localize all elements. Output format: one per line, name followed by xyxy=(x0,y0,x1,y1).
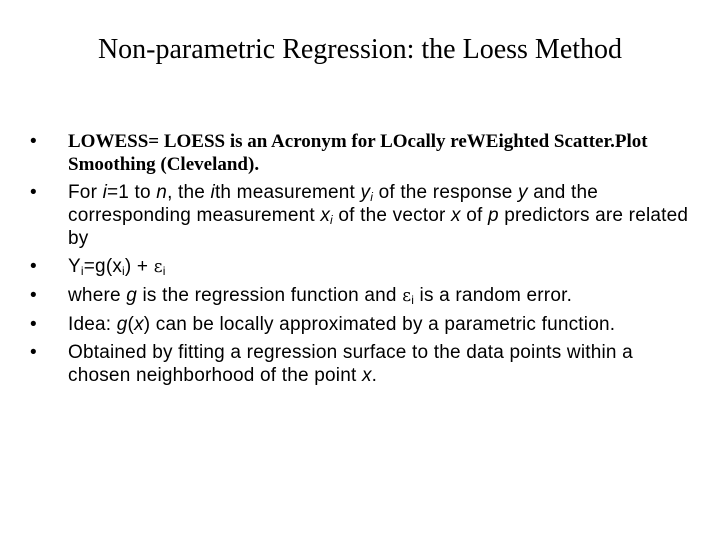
bullet-icon: • xyxy=(30,256,37,277)
bullet-item-regression-function xyxy=(30,284,690,308)
bullet-list xyxy=(30,130,690,392)
bullet-icon: • xyxy=(30,314,37,335)
bullet-item-measurement xyxy=(30,181,690,250)
bullet-item-obtained xyxy=(30,341,690,387)
slide-title: Non-parametric Regression: the Loess Method xyxy=(97,34,623,65)
bullet-item-idea xyxy=(30,313,690,336)
bullet-icon: • xyxy=(30,285,37,306)
bullet-icon: • xyxy=(30,342,37,363)
bullet-item-equation xyxy=(30,255,690,279)
bullet-icon: • xyxy=(30,131,37,152)
bullet-icon: • xyxy=(30,182,37,203)
bullet-text: where g is the regression function and $\varepsilon_i$ is a random error. xyxy=(68,285,573,307)
bullet-text: Idea: g(x) can be locally approximated by a parametric function. xyxy=(68,314,616,335)
bullet-text: LOWESS= LOESS is an Acronym for LOcally reWEighted Scatter.Plot Smoothing (Cleveland). xyxy=(68,131,648,175)
bullet-text: $Y_i=g(x_i) + \varepsilon_i$ xyxy=(68,256,166,278)
bullet-text: Obtained by fitting a regression surface to the data points within a chosen neighborhood of the point x. xyxy=(68,342,633,386)
bullet-item-lowess xyxy=(30,130,690,176)
bullet-text: For i=1 to n, the ith measurement $y_i$ of the response y and the corresponding measurement $x_i$ of the vector x of p predictors are related by xyxy=(68,182,689,249)
